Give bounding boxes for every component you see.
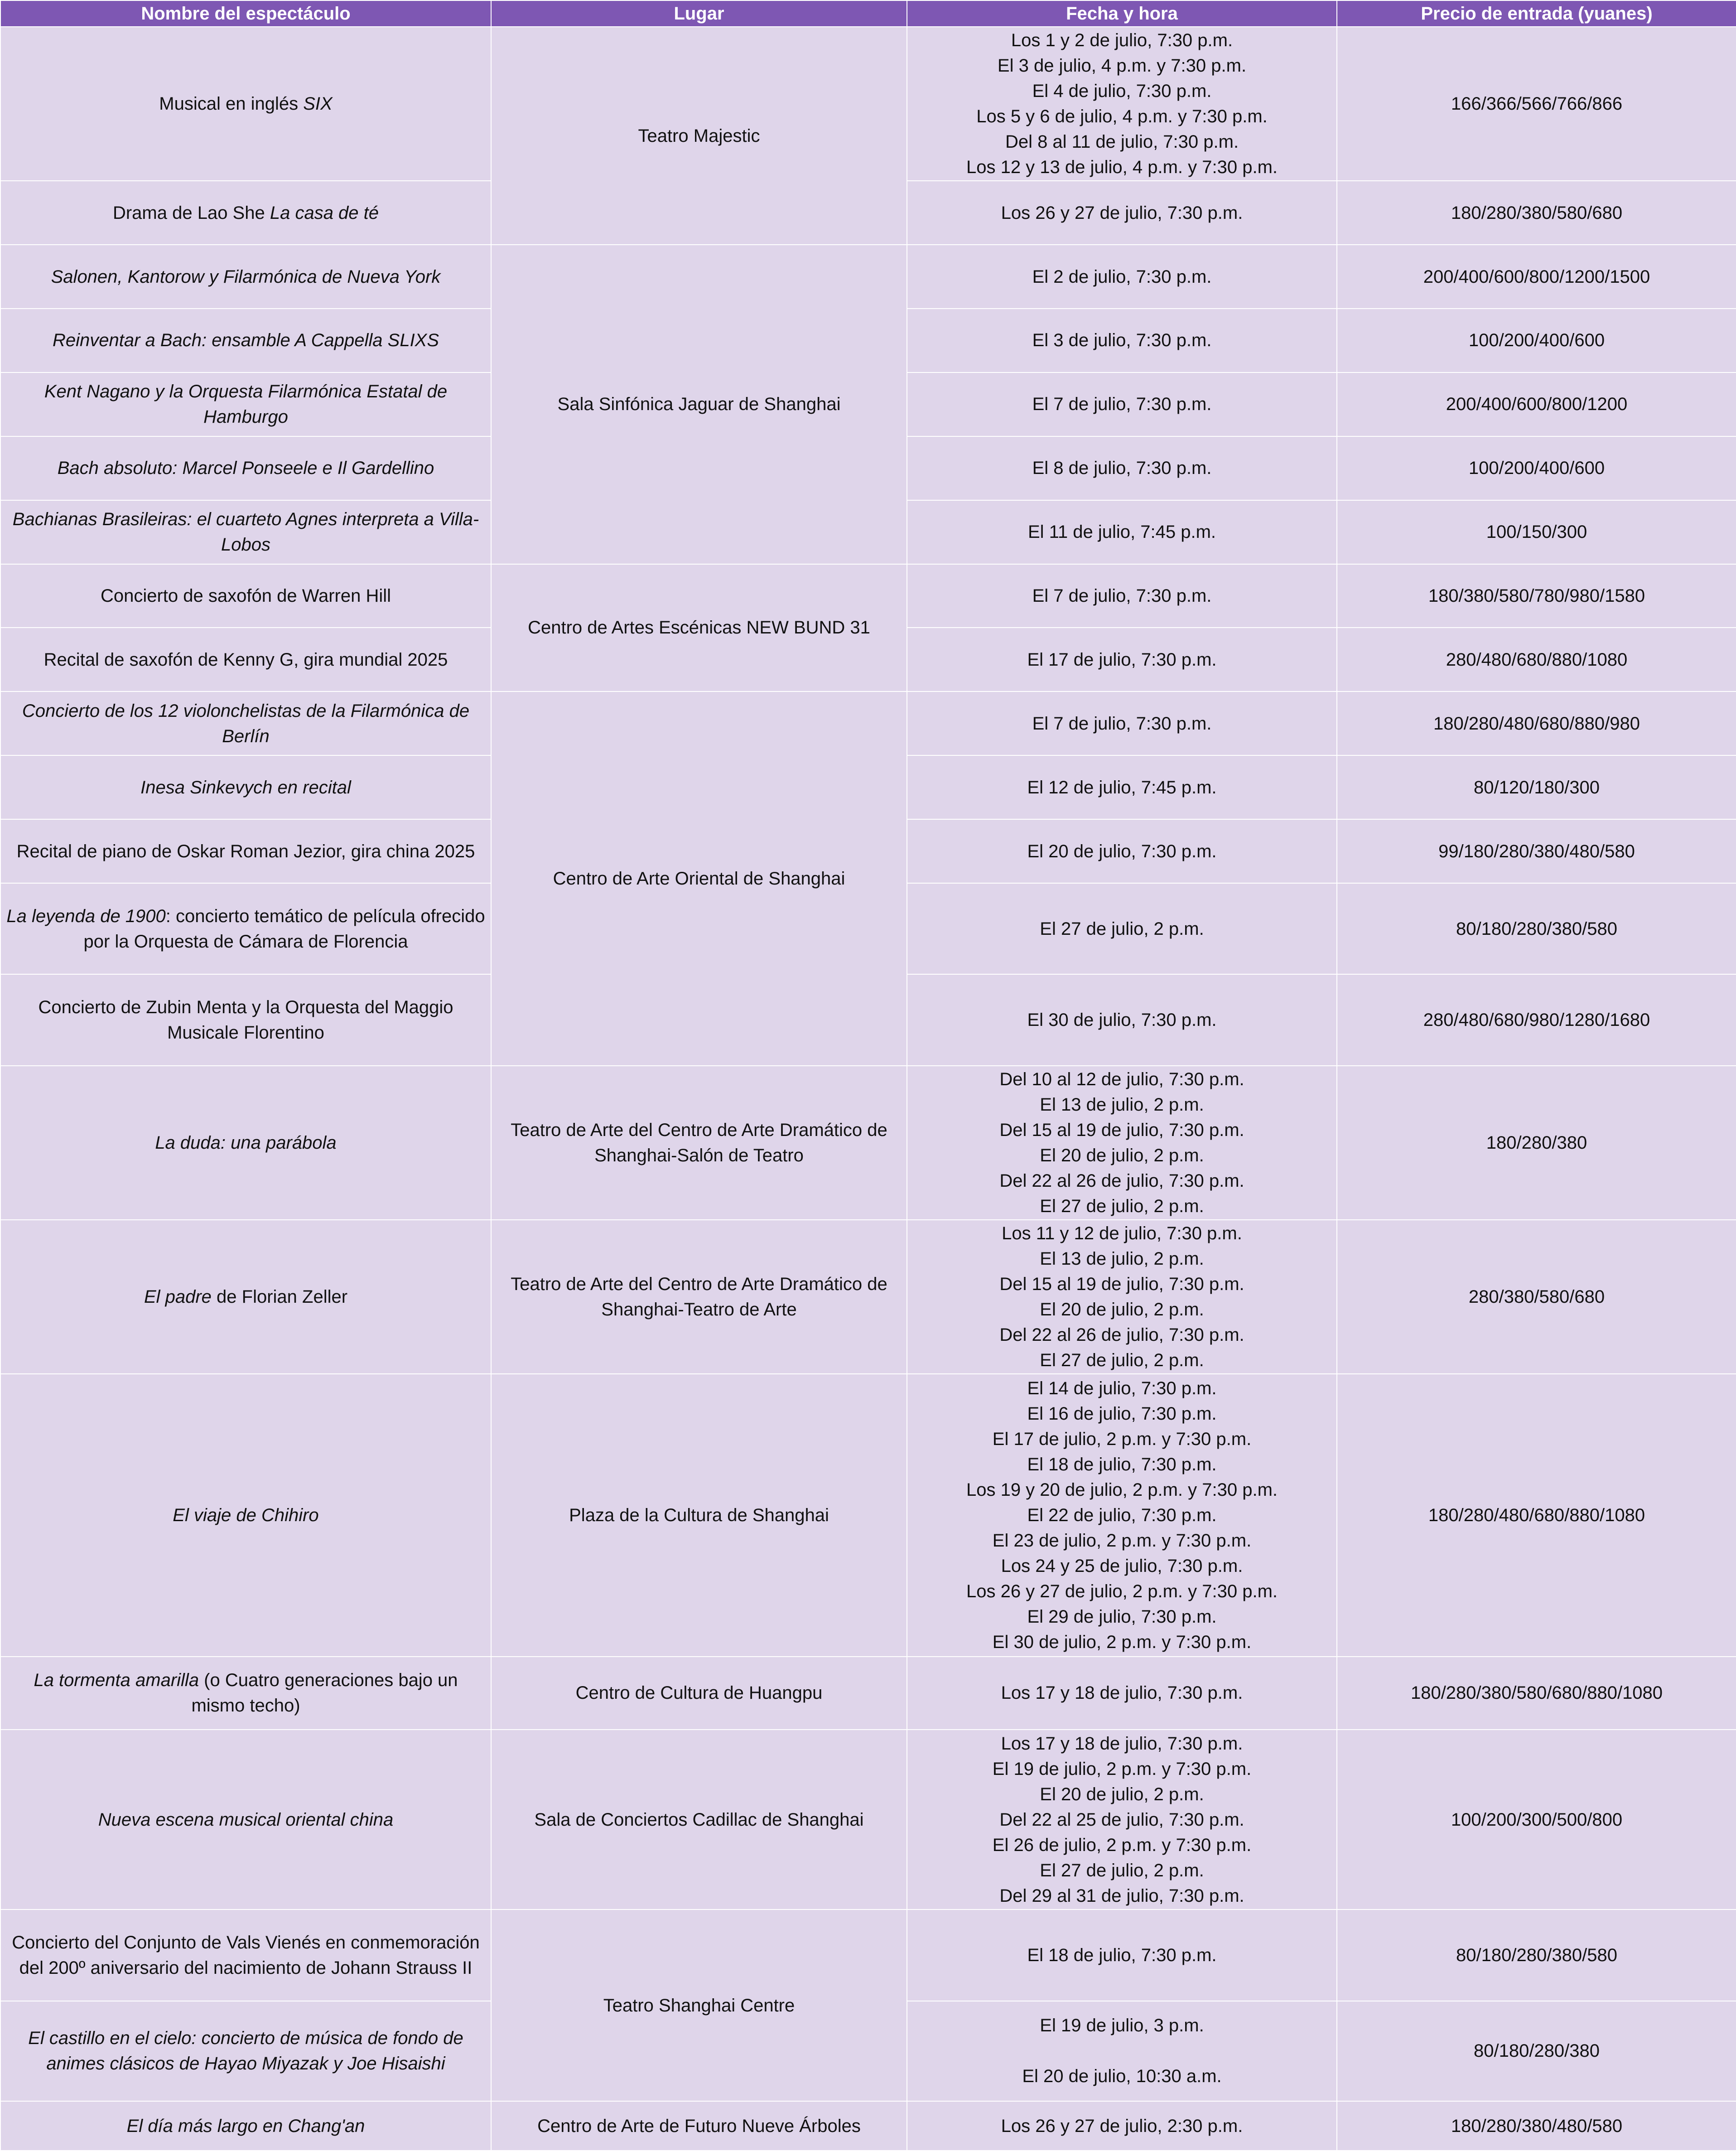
- venue-cell: Centro de Artes Escénicas NEW BUND 31: [491, 564, 907, 692]
- date-time-line: El 20 de julio, 7:30 p.m.: [1027, 841, 1217, 861]
- show-name-text: SIX: [303, 94, 333, 114]
- show-name-text: Kent Nagano y la Orquesta Filarmónica Estatal de Hamburgo: [44, 382, 448, 427]
- header-venue: Lugar: [491, 0, 907, 27]
- date-time-cell: [907, 500, 1337, 564]
- show-name-text: Reinventar a Bach: ensamble A Cappella SLIXS: [52, 330, 439, 351]
- venue-cell: Teatro de Arte del Centro de Arte Dramático de Shanghai-Teatro de Arte: [491, 1220, 907, 1374]
- date-time-line: Del 15 al 19 de julio, 7:30 p.m.: [999, 1274, 1244, 1294]
- date-time-cell: [907, 755, 1337, 819]
- ticket-price-cell: 180/280/380/580/680/880/1080: [1337, 1657, 1736, 1730]
- date-time-line: El 18 de julio, 7:30 p.m.: [1027, 1945, 1217, 1966]
- date-time-line: El 19 de julio, 3 p.m.: [1040, 2016, 1204, 2036]
- ticket-price-cell: 180/280/380: [1337, 1066, 1736, 1220]
- show-name-text: Concierto de saxofón de Warren Hill: [100, 585, 391, 606]
- date-time-cell: [907, 1730, 1337, 1910]
- table-row: [0, 245, 1736, 309]
- date-time-cell: [907, 181, 1337, 245]
- show-name-cell: [0, 27, 491, 181]
- table-row: [0, 1374, 1736, 1657]
- date-time-line: El 20 de julio, 10:30 a.m.: [1022, 2066, 1222, 2087]
- table-row: [0, 691, 1736, 755]
- show-name-text: El día más largo en Chang'an: [126, 2116, 365, 2136]
- date-time-cell: [907, 564, 1337, 628]
- date-time-line: El 27 de julio, 2 p.m.: [1040, 1350, 1204, 1370]
- show-name-text: La tormenta amarilla: [34, 1670, 199, 1691]
- show-name-cell: [0, 181, 491, 245]
- date-time-line: El 7 de julio, 7:30 p.m.: [1032, 585, 1212, 606]
- date-time-line: Del 22 al 25 de julio, 7:30 p.m.: [999, 1809, 1244, 1830]
- date-time-line: Los 11 y 12 de julio, 7:30 p.m.: [1002, 1223, 1242, 1243]
- show-name-cell: [0, 1909, 491, 2001]
- ticket-price-cell: 80/180/280/380: [1337, 2001, 1736, 2101]
- date-time-line: El 17 de julio, 7:30 p.m.: [1027, 649, 1217, 670]
- date-time-line: Los 19 y 20 de julio, 2 p.m. y 7:30 p.m.: [966, 1479, 1278, 1500]
- ticket-price-cell: 80/120/180/300: [1337, 755, 1736, 819]
- venue-cell: Teatro Majestic: [491, 27, 907, 245]
- venue-cell: Sala de Conciertos Cadillac de Shanghai: [491, 1730, 907, 1910]
- date-time-cell: [907, 1220, 1337, 1374]
- date-time-line: El 29 de julio, 7:30 p.m.: [1027, 1606, 1217, 1627]
- date-time-line: Los 17 y 18 de julio, 7:30 p.m.: [1001, 1683, 1243, 1703]
- show-name-text: El viaje de Chihiro: [173, 1505, 319, 1525]
- date-time-line: Los 17 y 18 de julio, 7:30 p.m.: [1001, 1733, 1243, 1754]
- ticket-price-cell: 200/400/600/800/1200/1500: [1337, 245, 1736, 309]
- date-time-spacer: [912, 2038, 1332, 2064]
- date-time-line: El 13 de julio, 2 p.m.: [1040, 1248, 1204, 1269]
- date-time-cell: [907, 309, 1337, 372]
- ticket-price-cell: 280/480/680/980/1280/1680: [1337, 974, 1736, 1065]
- show-name-cell: [0, 1730, 491, 1910]
- show-name-text: La leyenda de 1900: [6, 906, 166, 926]
- date-time-line: El 3 de julio, 7:30 p.m.: [1032, 330, 1212, 351]
- show-name-text: de Florian Zeller: [211, 1286, 348, 1307]
- date-time-line: Los 24 y 25 de julio, 7:30 p.m.: [1001, 1556, 1243, 1576]
- date-time-line: El 4 de julio, 7:30 p.m.: [1032, 81, 1212, 102]
- venue-cell: Centro de Cultura de Huangpu: [491, 1657, 907, 1730]
- date-time-line: El 18 de julio, 7:30 p.m.: [1027, 1454, 1217, 1474]
- date-time-line: El 22 de julio, 7:30 p.m.: [1027, 1505, 1217, 1525]
- show-name-cell: [0, 819, 491, 883]
- table-body: [0, 27, 1736, 2151]
- show-name-cell: [0, 628, 491, 691]
- ticket-price-cell: 166/366/566/766/866: [1337, 27, 1736, 181]
- show-name-cell: [0, 691, 491, 755]
- ticket-price-cell: 280/380/580/680: [1337, 1220, 1736, 1374]
- table-row: [0, 1909, 1736, 2001]
- date-time-line: El 26 de julio, 2 p.m. y 7:30 p.m.: [992, 1835, 1252, 1855]
- date-time-line: El 23 de julio, 2 p.m. y 7:30 p.m.: [992, 1530, 1252, 1551]
- date-time-line: El 20 de julio, 2 p.m.: [1040, 1145, 1204, 1165]
- date-time-cell: [907, 436, 1337, 500]
- ticket-price-cell: 180/380/580/780/980/1580: [1337, 564, 1736, 628]
- date-time-cell: [907, 2101, 1337, 2151]
- date-time-line: El 20 de julio, 2 p.m.: [1040, 1299, 1204, 1320]
- show-name-text: La duda: una parábola: [155, 1132, 337, 1153]
- show-name-cell: [0, 309, 491, 372]
- show-name-cell: [0, 436, 491, 500]
- table-row: [0, 564, 1736, 628]
- date-time-cell: [907, 691, 1337, 755]
- ticket-price-cell: 100/150/300: [1337, 500, 1736, 564]
- show-name-cell: [0, 755, 491, 819]
- table-row: [0, 2101, 1736, 2151]
- show-name-text: Drama de Lao She: [112, 203, 270, 223]
- show-name-text: Musical en inglés: [159, 94, 304, 114]
- ticket-price-cell: 80/180/280/380/580: [1337, 883, 1736, 974]
- ticket-price-cell: 80/180/280/380/580: [1337, 1909, 1736, 2001]
- date-time-line: Los 26 y 27 de julio, 7:30 p.m.: [1001, 203, 1243, 223]
- date-time-cell: [907, 628, 1337, 691]
- date-time-line: El 16 de julio, 7:30 p.m.: [1027, 1403, 1217, 1424]
- date-time-line: Los 12 y 13 de julio, 4 p.m. y 7:30 p.m.: [966, 157, 1278, 178]
- date-time-cell: [907, 27, 1337, 181]
- show-name-text: La casa de té: [270, 203, 379, 223]
- header-row: [0, 0, 1736, 27]
- date-time-line: El 3 de julio, 4 p.m. y 7:30 p.m.: [997, 56, 1247, 76]
- date-time-line: El 27 de julio, 2 p.m.: [1040, 1196, 1204, 1216]
- show-name-cell: [0, 2001, 491, 2101]
- venue-cell: Teatro Shanghai Centre: [491, 1909, 907, 2101]
- date-time-line: Del 10 al 12 de julio, 7:30 p.m.: [999, 1069, 1244, 1089]
- date-time-cell: [907, 883, 1337, 974]
- date-time-cell: [907, 2001, 1337, 2101]
- date-time-line: El 27 de julio, 2 p.m.: [1040, 918, 1204, 939]
- show-name-cell: [0, 372, 491, 436]
- ticket-price-cell: 200/400/600/800/1200: [1337, 372, 1736, 436]
- show-name-text: Recital de piano de Oskar Roman Jezior, gira china 2025: [16, 841, 475, 861]
- ticket-price-cell: 100/200/400/600: [1337, 309, 1736, 372]
- date-time-line: Del 8 al 11 de julio, 7:30 p.m.: [1005, 132, 1239, 152]
- table-row: [0, 1066, 1736, 1220]
- venue-cell: Sala Sinfónica Jaguar de Shanghai: [491, 245, 907, 564]
- ticket-price-cell: 180/280/480/680/880/980: [1337, 691, 1736, 755]
- show-name-cell: [0, 564, 491, 628]
- date-time-line: El 20 de julio, 2 p.m.: [1040, 1784, 1204, 1804]
- show-name-text: Salonen, Kantorow y Filarmónica de Nueva York: [51, 266, 441, 287]
- date-time-cell: [907, 974, 1337, 1065]
- date-time-cell: [907, 245, 1337, 309]
- date-time-line: El 2 de julio, 7:30 p.m.: [1032, 266, 1212, 287]
- venue-cell: Plaza de la Cultura de Shanghai: [491, 1374, 907, 1657]
- header-ticket-price: Precio de entrada (yuanes): [1337, 0, 1736, 27]
- date-time-line: El 8 de julio, 7:30 p.m.: [1032, 458, 1212, 479]
- date-time-line: El 13 de julio, 2 p.m.: [1040, 1094, 1204, 1115]
- table-row: [0, 27, 1736, 181]
- date-time-line: El 30 de julio, 7:30 p.m.: [1027, 1010, 1217, 1030]
- date-time-cell: [907, 819, 1337, 883]
- header-show-name: Nombre del espectáculo: [0, 0, 491, 27]
- show-name-cell: [0, 883, 491, 974]
- show-name-cell: [0, 2101, 491, 2151]
- show-name-text: (o Cuatro generaciones bajo un mismo techo): [191, 1670, 458, 1716]
- venue-cell: Centro de Arte de Futuro Nueve Árboles: [491, 2101, 907, 2151]
- date-time-line: Del 29 al 31 de julio, 7:30 p.m.: [999, 1885, 1244, 1906]
- date-time-cell: [907, 1066, 1337, 1220]
- ticket-price-cell: 180/280/380/480/580: [1337, 2101, 1736, 2151]
- venue-cell: Teatro de Arte del Centro de Arte Dramático de Shanghai-Salón de Teatro: [491, 1066, 907, 1220]
- date-time-line: Del 15 al 19 de julio, 7:30 p.m.: [999, 1120, 1244, 1140]
- ticket-price-cell: 280/480/680/880/1080: [1337, 628, 1736, 691]
- date-time-line: Los 1 y 2 de julio, 7:30 p.m.: [1011, 30, 1233, 51]
- ticket-price-cell: 99/180/280/380/480/580: [1337, 819, 1736, 883]
- table-row: [0, 1657, 1736, 1730]
- date-time-line: Del 22 al 26 de julio, 7:30 p.m.: [999, 1324, 1244, 1345]
- date-time-line: El 7 de julio, 7:30 p.m.: [1032, 394, 1212, 415]
- date-time-line: El 30 de julio, 2 p.m. y 7:30 p.m.: [992, 1632, 1252, 1652]
- show-name-text: Nueva escena musical oriental china: [98, 1809, 394, 1830]
- ticket-price-cell: 180/280/380/580/680: [1337, 181, 1736, 245]
- date-time-line: El 7 de julio, 7:30 p.m.: [1032, 713, 1212, 734]
- show-name-cell: [0, 245, 491, 309]
- show-name-text: Recital de saxofón de Kenny G, gira mundial 2025: [43, 649, 448, 670]
- date-time-line: Los 5 y 6 de julio, 4 p.m. y 7:30 p.m.: [976, 106, 1268, 127]
- show-name-text: El castillo en el cielo: concierto de música de fondo de animes clásicos de Hayao Miyazak y Joe Hisaishi: [28, 2028, 463, 2074]
- show-name-text: : concierto temático de película ofrecido por la Orquesta de Cámara de Florencia: [83, 906, 485, 952]
- date-time-line: El 27 de julio, 2 p.m.: [1040, 1860, 1204, 1880]
- show-name-cell: [0, 1657, 491, 1730]
- venue-cell: Centro de Arte Oriental de Shanghai: [491, 691, 907, 1065]
- date-time-cell: [907, 1657, 1337, 1730]
- date-time-line: El 12 de julio, 7:45 p.m.: [1027, 777, 1217, 798]
- date-time-line: Los 26 y 27 de julio, 2 p.m. y 7:30 p.m.: [966, 1581, 1278, 1601]
- show-name-cell: [0, 1374, 491, 1657]
- header-date-time: Fecha y hora: [907, 0, 1337, 27]
- show-name-text: Concierto de los 12 violonchelistas de la Filarmónica de Berlín: [22, 701, 470, 746]
- date-time-cell: [907, 372, 1337, 436]
- date-time-cell: [907, 1909, 1337, 2001]
- show-name-text: Concierto de Zubin Menta y la Orquesta del Maggio Musicale Florentino: [38, 997, 453, 1043]
- show-name-cell: [0, 1066, 491, 1220]
- date-time-cell: [907, 1374, 1337, 1657]
- table-row: [0, 1220, 1736, 1374]
- show-name-text: Inesa Sinkevych en recital: [140, 777, 351, 798]
- ticket-price-cell: 180/280/480/680/880/1080: [1337, 1374, 1736, 1657]
- date-time-line: Del 22 al 26 de julio, 7:30 p.m.: [999, 1170, 1244, 1191]
- date-time-line: El 11 de julio, 7:45 p.m.: [1027, 522, 1216, 542]
- ticket-price-cell: 100/200/300/500/800: [1337, 1730, 1736, 1910]
- date-time-line: El 17 de julio, 2 p.m. y 7:30 p.m.: [992, 1429, 1252, 1449]
- table-row: [0, 1730, 1736, 1910]
- show-name-text: Bach absoluto: Marcel Ponseele e Il Gardellino: [57, 458, 434, 479]
- show-name-text: Bachianas Brasileiras: el cuarteto Agnes interpreta a Villa-Lobos: [12, 509, 479, 555]
- show-name-text: El padre: [144, 1286, 212, 1307]
- show-name-cell: [0, 1220, 491, 1374]
- show-name-text: Concierto del Conjunto de Vals Vienés en conmemoración del 200º aniversario del nacimiento de Johann Strauss II: [12, 1933, 480, 1978]
- date-time-line: El 19 de julio, 2 p.m. y 7:30 p.m.: [992, 1759, 1252, 1779]
- show-name-cell: [0, 500, 491, 564]
- show-name-cell: [0, 974, 491, 1065]
- date-time-line: El 14 de julio, 7:30 p.m.: [1027, 1378, 1217, 1398]
- ticket-price-cell: 100/200/400/600: [1337, 436, 1736, 500]
- date-time-line: Los 26 y 27 de julio, 2:30 p.m.: [1001, 2116, 1243, 2136]
